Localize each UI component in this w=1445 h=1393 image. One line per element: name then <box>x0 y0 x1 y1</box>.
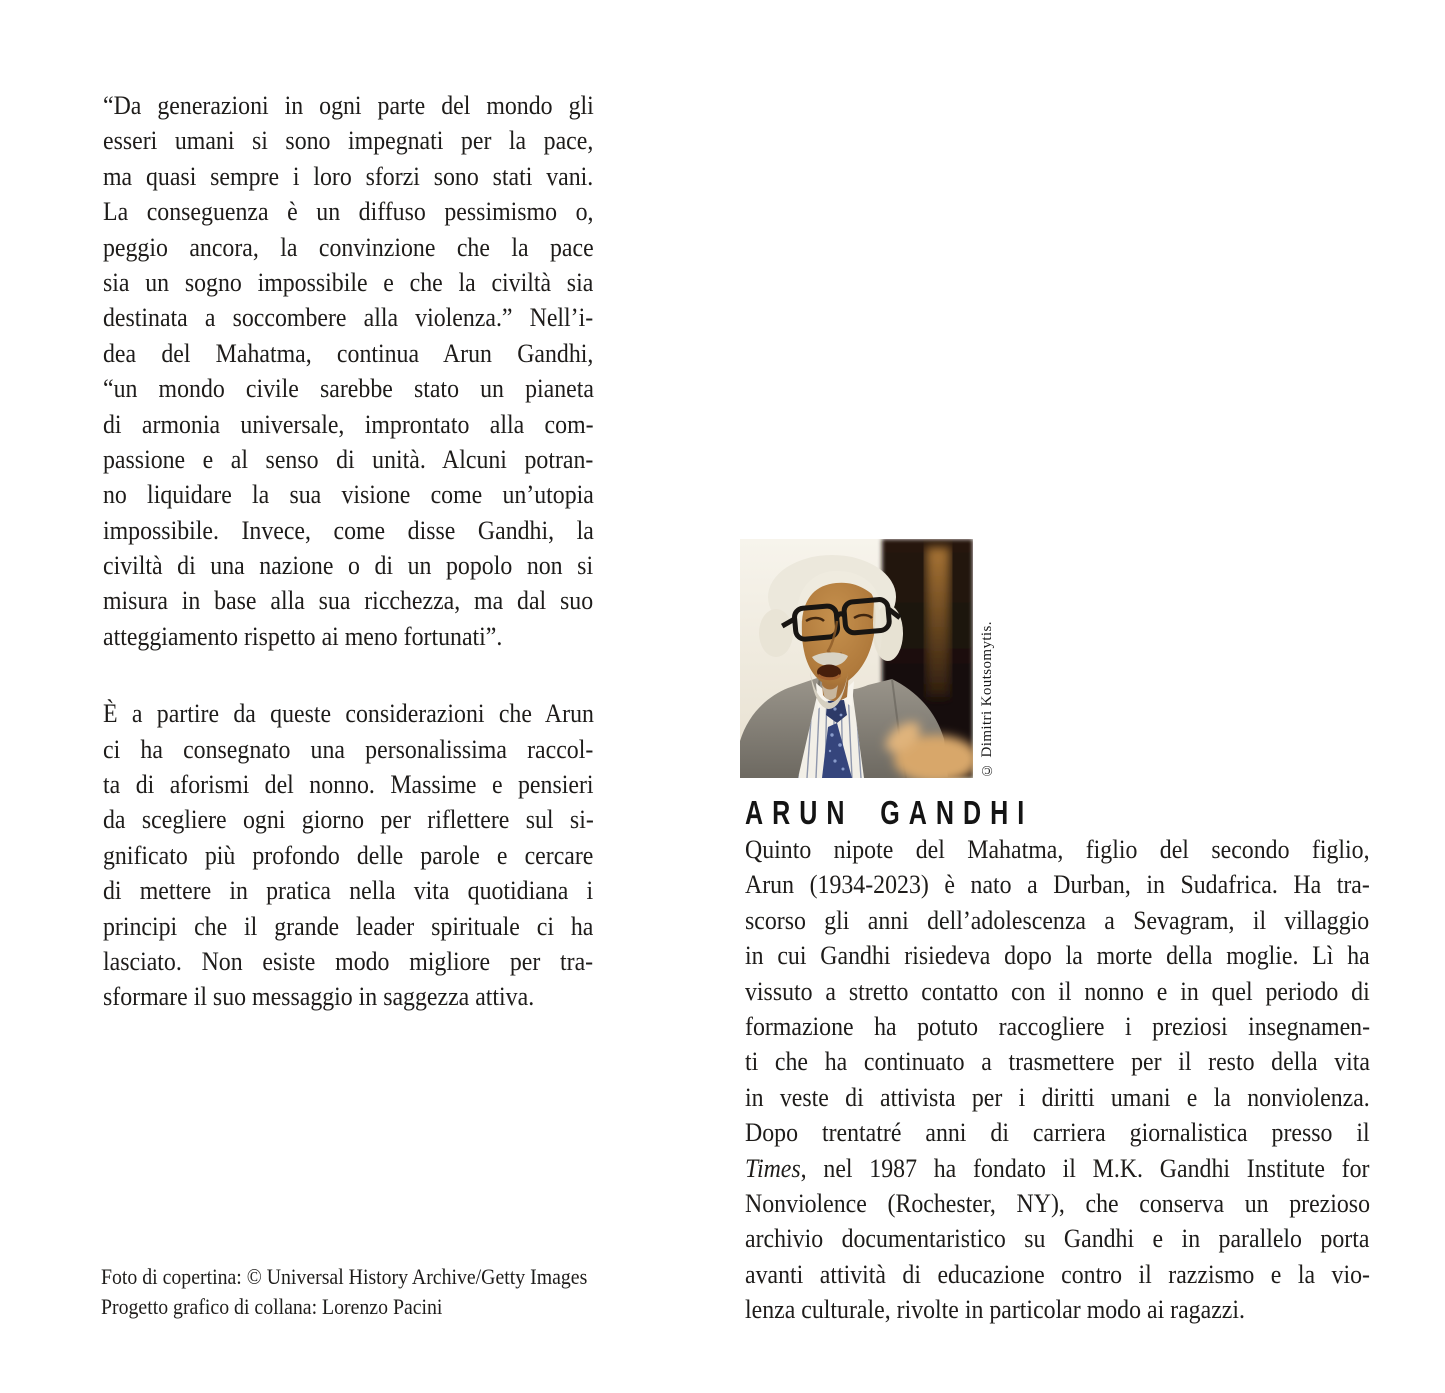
text-line: dea del Mahatma, continua Arun Gandhi, <box>103 337 594 368</box>
text-line: in veste di attivista per i diritti umani e la nonviolenza. <box>745 1081 1370 1112</box>
portrait-illustration <box>740 539 973 778</box>
book-quote-paragraph <box>103 88 594 654</box>
text-line: impossibile. Invece, come disse Gandhi, la <box>103 514 594 545</box>
text-line: lasciato. Non esiste modo migliore per tra- <box>103 945 594 976</box>
text-line: civiltà di una nazione o di un popolo non si <box>103 550 594 581</box>
author-bio-paragraph <box>745 832 1370 1327</box>
text-line: sia un sogno impossibile e che la civiltà sia <box>103 266 594 297</box>
credits-block <box>101 1262 587 1321</box>
text-line: destinata a soccombere alla violenza.” Nell’i- <box>103 302 594 333</box>
text-line: Quinto nipote del Mahatma, figlio del secondo figlio, <box>745 834 1370 864</box>
text-line: Times, nel 1987 ha fondato il M.K. Gandhi Institute for <box>745 1152 1370 1183</box>
text-line: in cui Gandhi risiedeva dopo la morte della moglie. Lì ha <box>745 940 1370 971</box>
text-line: esseri umani si sono impegnati per la pace, <box>103 125 594 156</box>
text-line: lenza culturale, rivolte in particolar modo ai ragazzi. <box>745 1294 1245 1325</box>
back-flap <box>103 88 594 1015</box>
text-line: La conseguenza è un diffuso pessimismo o, <box>103 196 594 227</box>
text-line: peggio ancora, la convinzione che la pace <box>103 231 594 262</box>
text-line: ta di aforismi del nonno. Massime e pensieri <box>103 769 594 800</box>
text-line: no liquidare la sua visione come un’utopia <box>103 479 594 510</box>
text-line: formazione ha potuto raccogliere i preziosi insegnamen- <box>745 1010 1371 1041</box>
text-line: È a partire da queste considerazioni che Arun <box>103 698 594 729</box>
author-photo <box>740 539 973 778</box>
book-description-paragraph <box>103 696 594 1015</box>
text-line: sformare il suo messaggio in saggezza attiva. <box>103 981 535 1012</box>
text-line: passione e al senso di unità. Alcuni potran- <box>103 443 594 474</box>
text-line: ti che ha continuato a trasmettere per il resto della vita <box>745 1046 1370 1077</box>
text-line: scorso gli anni dell’adolescenza a Sevagram, il villaggio <box>745 904 1370 935</box>
text-line: ci ha consegnato una personalissima raccol- <box>103 733 594 764</box>
series-design-credit-line: Progetto grafico di collana: Lorenzo Pacini <box>101 1293 443 1319</box>
cover-photo-credit-line: Foto di copertina: © Universal History Archive/Getty Images <box>101 1264 588 1289</box>
author-name-heading: ARUN GANDHI <box>745 794 1034 831</box>
text-line: ma quasi sempre i loro sforzi sono stati vani. <box>103 160 594 191</box>
text-line: vissuto a stretto contatto con il nonno e in quel periodo di <box>745 975 1370 1006</box>
text-line: principi che il grande leader spirituale ci ha <box>103 910 594 941</box>
text-line: atteggiamento rispetto ai meno fortunati”. <box>103 620 503 651</box>
mouth <box>817 665 841 680</box>
text-line: di mettere in pratica nella vita quotidiana i <box>103 875 594 906</box>
text-line: Dopo trentatré anni di carriera giornalistica presso il <box>745 1117 1370 1148</box>
text-line: Arun (1934-2023) è nato a Durban, in Sudafrica. Ha tra- <box>745 869 1370 900</box>
text-line: gnificato più profondo delle parole e cercare <box>103 839 594 870</box>
text-line: da scegliere ogni giorno per riflettere sul si- <box>103 804 594 835</box>
text-line: “un mondo civile sarebbe stato un pianeta <box>103 373 594 404</box>
text-line: di armonia universale, improntato alla com- <box>103 408 594 439</box>
photo-credit-caption: © Dimitri Koutsomytis. <box>979 621 995 778</box>
text-line: avanti attività di educazione contro il razzismo e la vio- <box>745 1258 1370 1289</box>
text-line: misura in base alla sua ricchezza, ma dal suo <box>103 585 594 616</box>
text-line: Nonviolence (Rochester, NY), che conserva un prezioso <box>745 1187 1371 1218</box>
text-line: archivio documentaristico su Gandhi e in parallelo porta <box>745 1223 1370 1254</box>
text-line: “Da generazioni in ogni parte del mondo gli <box>103 90 594 120</box>
